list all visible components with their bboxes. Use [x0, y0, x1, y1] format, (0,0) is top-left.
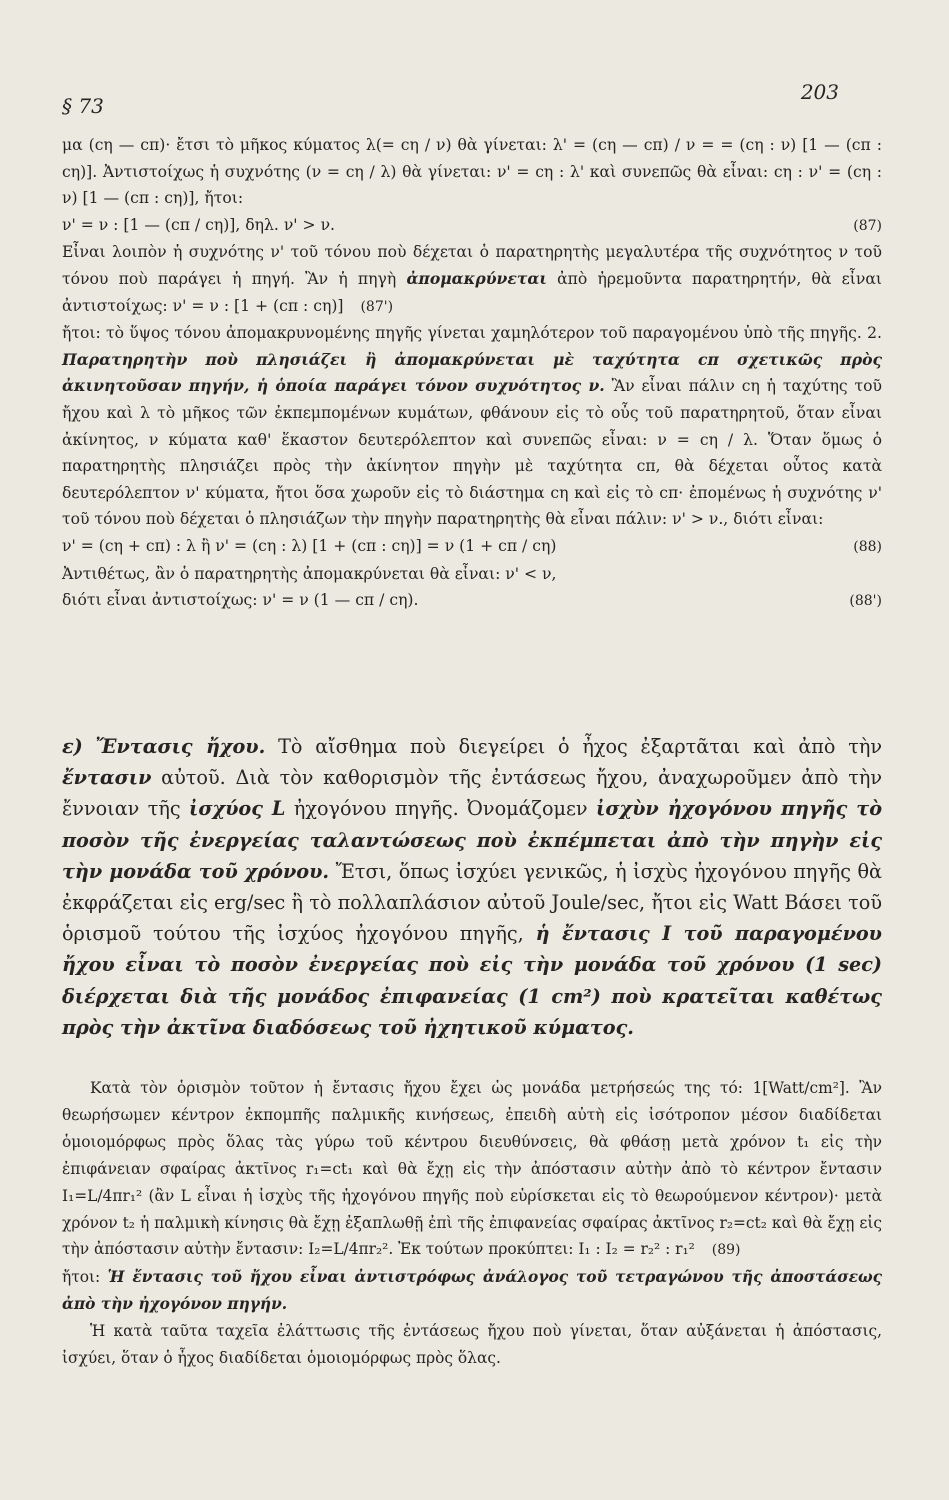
section-e-text-1: Τὸ αἴσθημα ποὺ διεγείρει ὁ ἦχος ἐξαρτᾶται καὶ ἀπὸ τὴν	[278, 735, 882, 758]
section-e-label: ε)	[62, 735, 83, 758]
equation-88-text: ν' = (cη + cπ) : λ ἢ ν' = (cη : λ) [1 + (cπ : cη)] = ν (1 + cπ / cη)	[62, 536, 557, 555]
paragraph-3-emphasis: Παρατηρητὴν ποὺ πλησιάζει ἢ ἀπομακρύνεται μὲ ταχύτητα cπ σχετικῶς πρὸς ἀκινητοῦσαν πηγήν, ἡ ὁποία παράγει τόνον συχνότητος ν.	[62, 349, 882, 396]
section-mark: § 73	[62, 94, 104, 118]
paragraph-3-continuation: Ἂν εἶναι πάλιν cη ἡ ταχύτης τοῦ ἤχου καὶ λ τὸ μῆκος τῶν ἐκπεμπομένων κυμάτων, φθάνουν εἰς τὸ οὖς τοῦ παρατηρητοῦ, ὅταν εἶναι ἀκίνητος, ν κύματα καθ' ἕκαστον δευτερόλεπτον καὶ συνεπῶς εἶναι: ν = cη / λ. Ὅταν ὅμως ὁ παρατηρητὴς πλησιάζει πρὸς τὴν ἀκίνητον πηγὴν μὲ ταχύτητα cπ, θὰ δέχεται οὗτος κατὰ δευτερόλεπτον ν' κύματα, ἤτοι ὅσα χωροῦν εἰς τὸ διάστημα cη καὶ εἰς τὸ cπ· ἐπομένως ἡ συχνότης ν' τοῦ τόνου ποὺ δέχεται ὁ πλησιάζων τὴν πηγὴν παρατηρητὴς θὰ εἶναι πάλιν: ν' > ν., διότι εἶναι:	[62, 377, 882, 529]
section-e-definition: ἰσχὺν ἠχογόνου πηγῆς τὸ ποσὸν τῆς ἐνεργείας ταλαντώσεως ποὺ ἐκπέμπεται ἀπὸ τὴν πηγὴν εἰς τὴν μονάδα τοῦ χρόνου.	[62, 797, 882, 883]
equation-88-number: (88)	[853, 538, 882, 555]
equation-88b-text: διότι εἶναι ἀντιστοίχως: ν' = ν (1 — cπ / cη).	[62, 591, 419, 610]
section-e-emphasis-1: ἔντασιν	[62, 766, 152, 790]
closing-text	[62, 1075, 882, 1372]
section-sound-intensity	[62, 731, 882, 1043]
equation-88b	[62, 587, 882, 615]
section-e-text-3: ἠχογόνου πηγῆς. Ὀνομάζομεν	[293, 797, 588, 821]
paragraph-2-emphasis: ἀπομακρύνεται	[406, 268, 547, 288]
equation-87b-number: (87')	[360, 298, 394, 315]
paragraph-5-text: Κατὰ τὸν ὁρισμὸν τοῦτον ἡ ἔντασις ἤχου ἔχει ὡς μονάδα μετρήσεώς της τό: 1[Watt/cm²]. Ἂν θεωρήσωμεν κέντρον ἐκπομπῆς παλμικῆς κινήσεως, ἐπειδὴ αὐτὴ εἰς ἰσότροπον μέσον διαδίδεται ὁμοιομόρφως πρὸς ὅλας τὰς γύρω τοῦ κέντρου διευθύνσεις, θὰ φθάσῃ μετὰ χρόνον t₁ εἰς τὴν ἐπιφάνειαν σφαίρας ἀκτῖνος r₁=ct₁ καὶ θὰ ἔχῃ εἰς τὴν ἀπόστασιν αὐτὴν ἀπὸ τὸ κέντρον ἔντασιν I₁=L/4πr₁² (ἂν L εἶναι ἡ ἰσχὺς τῆς ἠχογόνου πηγῆς ποὺ εὑρίσκεται εἰς τὸ θεωρούμενον κέντρον)· μετὰ χρόνον t₂ ἡ παλμικὴ κίνησις θὰ ἔχῃ ἐξαπλωθῇ ἐπὶ τῆς ἐπιφανείας σφαίρας ἀκτῖνος r₂=ct₂ καὶ θὰ ἔχῃ εἰς τὴν ἀπόστασιν αὐτὴν ἔντασιν: I₂=L/4πr₂². Ἐκ τούτων προκύπτει: I₁ : I₂ = r₂² : r₁²	[62, 1079, 882, 1259]
equation-87-number: (87)	[853, 217, 882, 234]
equation-87-text: ν' = ν : [1 — (cπ / cη)], δηλ. ν' > ν.	[62, 215, 336, 234]
equation-87	[62, 212, 882, 240]
paragraph-3	[62, 320, 882, 533]
section-e-intensity-definition: ἡ ἔντασις I τοῦ παραγομένου ἤχου εἶναι τὸ ποσὸν ἐνεργείας ποὺ εἰς τὴν μονάδα τοῦ χρόνου (1 sec) διέρχεται διὰ τῆς μονάδος ἐπιφανείας (1 cm²) ποὺ κρατεῖται καθέτως πρὸς τὴν ἀκτῖνα διαδόσεως τοῦ ἠχητικοῦ κύματος.	[62, 922, 882, 1039]
paragraph-4: Ἀντιθέτως, ἂν ὁ παρατηρητὴς ἀπομακρύνεται θὰ εἶναι: ν' < ν,	[62, 564, 557, 583]
paragraph-6-emphasis: Ἡ ἔντασις τοῦ ἤχου εἶναι ἀντιστρόφως ἀνάλογος τοῦ τετραγώνου τῆς ἀποστάσεως ἀπὸ τὴν ἠχογόνον πηγήν.	[62, 1268, 882, 1314]
paragraph-6-text: ἤτοι:	[62, 1268, 101, 1287]
section-e-emphasis-2: ἰσχύος L	[189, 797, 286, 821]
equation-88	[62, 533, 882, 561]
equation-89-number: (89)	[711, 1242, 741, 1259]
paragraph-2	[62, 239, 882, 320]
page-header	[62, 72, 839, 118]
doppler-text	[62, 132, 882, 615]
paragraph-2-text: Εἶναι λοιπὸν ἡ συχνότης ν' τοῦ τόνου ποὺ δέχεται ὁ παρατηρητὴς μεγαλυτέρα τῆς συχνότητος ν τοῦ τόνου ποὺ παράγει ἡ πηγή. Ἂν ἡ πηγὴ	[62, 243, 882, 288]
paragraph-3-text: ἤτοι: τὸ ὕψος τόνου ἀπομακρυνομένης πηγῆς γίνεται χαμηλότερον τοῦ παραγομένου ὑπὸ τῆς πηγῆς. 2.	[62, 324, 882, 343]
paragraph-2-continuation: ἀπὸ ἠρεμοῦντα παρατηρητήν, θὰ εἶναι ἀντιστοίχως: ν' = ν : [1 + (cπ : cη)]	[62, 269, 883, 315]
page-number: 203	[800, 80, 839, 104]
paragraph-6	[62, 1264, 882, 1318]
equation-88b-number: (88')	[849, 593, 882, 610]
section-e-title: Ἔντασις ἤχου.	[95, 735, 266, 758]
section-e-text-4: Ἔτσι, ὅπως ἰσχύει γενικῶς, ἡ ἰσχὺς ἠχογόνου πηγῆς θὰ ἐκφράζεται εἰς erg/sec ἢ τὸ πολλαπλάσιον αὐτοῦ Joule/sec, ἤτοι εἰς Watt Βάσει τοῦ ὁρισμοῦ τούτου τῆς ἰσχύος ἠχογόνου πηγῆς,	[62, 859, 882, 946]
paragraph-1: μα (cη — cπ)· ἔτσι τὸ μῆκος κύματος λ(= cη / ν) θὰ γίνεται: λ' = (cη — cπ) / ν = = (cη : ν) [1 — (cπ : cη)]. Ἀντιστοίχως ἡ συχνότης (ν = cη / λ) θὰ γίνεται: ν' = cη : λ' καὶ συνεπῶς θὰ εἶναι: cη : ν' = (cη : ν) [1 — (cπ : cη)], ἤτοι:	[62, 136, 882, 208]
section-e-text-2: αὐτοῦ. Διὰ τὸν καθορισμὸν τῆς ἐντάσεως ἤχου, ἀναχωροῦμεν ἀπὸ τὴν ἔννοιαν τῆς	[62, 766, 882, 821]
paragraph-5	[62, 1075, 882, 1264]
paragraph-7: Ἡ κατὰ ταῦτα ταχεῖα ἐλάττωσις τῆς ἐντάσεως ἤχου ποὺ γίνεται, ὅταν αὐξάνεται ἡ ἀπόστασις, ἰσχύει, ὅταν ὁ ἦχος διαδίδεται ὁμοιομόρφως πρὸς ὅλας.	[62, 1322, 882, 1368]
